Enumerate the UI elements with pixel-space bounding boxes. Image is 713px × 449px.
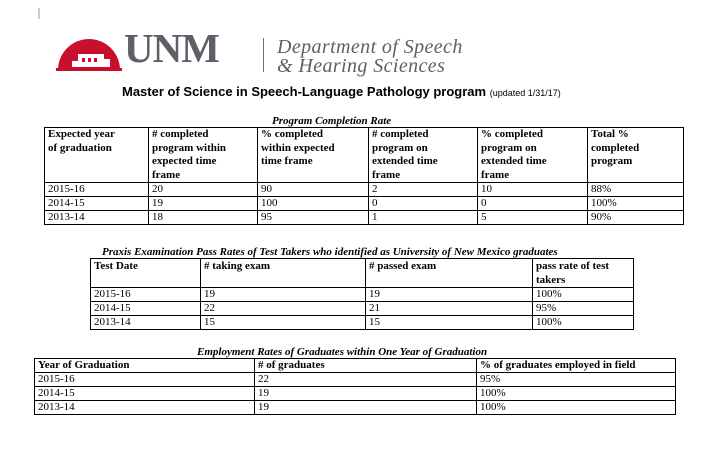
table-cell: 2015-16 <box>35 373 255 387</box>
text-cursor-mark <box>38 8 40 19</box>
employment-table <box>34 358 676 415</box>
table-row <box>91 288 634 302</box>
header-pct-employed: % of graduates employed in field <box>477 359 676 373</box>
table-cell: 2014-15 <box>91 302 201 316</box>
table-cell: 1 <box>369 211 478 225</box>
table-cell: 100 <box>258 197 369 211</box>
completion-table <box>44 127 684 225</box>
table-cell: 88% <box>588 183 684 197</box>
table-cell: 18 <box>149 211 258 225</box>
praxis-caption: Praxis Examination Pass Rates of Test Takers who identified as University of New Mexico graduates <box>102 246 558 258</box>
employment-caption: Employment Rates of Graduates within One Year of Graduation <box>197 346 488 358</box>
table-row <box>45 211 684 225</box>
header-pct-completed-expected: % completed within expected time frame <box>258 128 369 183</box>
header-pass-rate: pass rate of test takers <box>533 259 634 288</box>
table-cell: 2013-14 <box>35 401 255 415</box>
table-cell: 100% <box>477 401 676 415</box>
table-cell: 2015-16 <box>45 183 149 197</box>
table-header-row <box>35 359 676 373</box>
table-row <box>35 401 676 415</box>
completion-caption: Program Completion Rate <box>272 115 392 127</box>
table-header-row <box>91 259 634 288</box>
table-cell: 15 <box>201 316 366 330</box>
table-cell: 90 <box>258 183 369 197</box>
header-completed-expected: # completed program within expected time frame <box>149 128 258 183</box>
table-cell: 10 <box>478 183 588 197</box>
table-cell: 19 <box>201 288 366 302</box>
table-cell: 100% <box>533 288 634 302</box>
table-cell: 95% <box>477 373 676 387</box>
logo-divider <box>263 38 264 72</box>
table-row <box>45 183 684 197</box>
table-row <box>91 302 634 316</box>
table-cell: 21 <box>366 302 533 316</box>
table-cell: 2014-15 <box>45 197 149 211</box>
header-year-of-graduation: Year of Graduation <box>35 359 255 373</box>
table-cell: 90% <box>588 211 684 225</box>
department-name-line1: Department of Speech <box>277 36 463 58</box>
table-cell: 19 <box>255 401 477 415</box>
table-cell: 22 <box>201 302 366 316</box>
header-taking-exam: # taking exam <box>201 259 366 288</box>
header-number-of-graduates: # of graduates <box>255 359 477 373</box>
unm-building-icon <box>56 30 122 78</box>
table-cell: 100% <box>477 387 676 401</box>
table-cell: 2014-15 <box>35 387 255 401</box>
table-cell: 0 <box>478 197 588 211</box>
table-cell: 20 <box>149 183 258 197</box>
table-cell: 100% <box>588 197 684 211</box>
header-passed-exam: # passed exam <box>366 259 533 288</box>
table-row <box>35 373 676 387</box>
table-cell: 95 <box>258 211 369 225</box>
header-completed-extended: # completed program on extended time frame <box>369 128 478 183</box>
table-cell: 100% <box>533 316 634 330</box>
table-cell: 5 <box>478 211 588 225</box>
table-header-row <box>45 128 684 183</box>
table-cell: 2 <box>369 183 478 197</box>
unm-wordmark: UNM <box>124 25 219 71</box>
table-row <box>45 197 684 211</box>
table-cell: 0 <box>369 197 478 211</box>
table-row <box>91 316 634 330</box>
table-cell: 15 <box>366 316 533 330</box>
praxis-table <box>90 258 634 330</box>
page-title <box>122 84 561 99</box>
program-title: Master of Science in Speech-Language Pathology program <box>122 84 487 99</box>
header-expected-year: Expected year of graduation <box>45 128 149 183</box>
department-name-line2: & Hearing Sciences <box>277 55 446 77</box>
updated-date: (updated 1/31/17) <box>489 88 561 98</box>
table-cell: 2013-14 <box>45 211 149 225</box>
table-cell: 19 <box>255 387 477 401</box>
table-cell: 19 <box>366 288 533 302</box>
table-row <box>35 387 676 401</box>
table-cell: 2013-14 <box>91 316 201 330</box>
table-cell: 19 <box>149 197 258 211</box>
table-cell: 95% <box>533 302 634 316</box>
header-pct-completed-extended: % completed program on extended time frame <box>478 128 588 183</box>
table-cell: 2015-16 <box>91 288 201 302</box>
header-test-date: Test Date <box>91 259 201 288</box>
table-cell: 22 <box>255 373 477 387</box>
header-total-completed: Total % completed program <box>588 128 684 183</box>
